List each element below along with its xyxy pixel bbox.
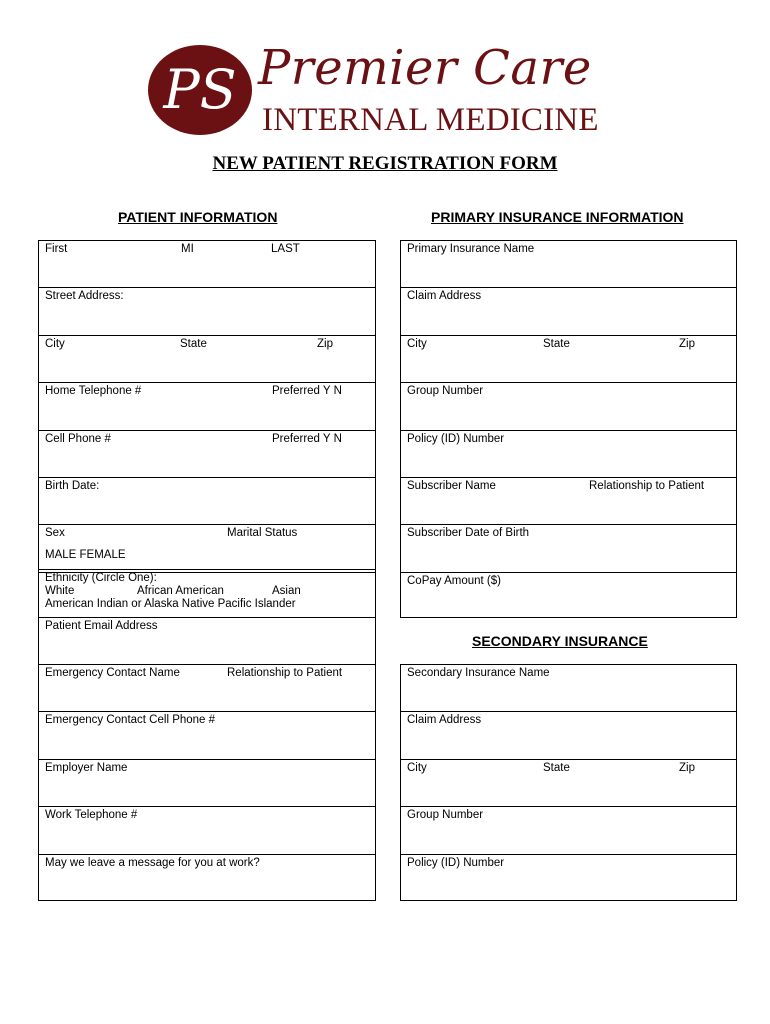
subscriber-dob-row[interactable] [401, 524, 736, 571]
primary-state-label: State [543, 337, 570, 350]
secondary-claim-label: Claim Address [407, 714, 482, 727]
secondary-city-row[interactable] [401, 759, 736, 806]
practice-logo [146, 40, 626, 140]
birth-date-label: Birth Date: [45, 479, 100, 492]
sex-options[interactable]: MALE FEMALE [45, 549, 126, 561]
primary-policy-row[interactable] [401, 430, 736, 477]
secondary-city-label: City [407, 761, 427, 774]
ps-monogram-icon [146, 40, 256, 140]
name-row[interactable] [39, 240, 375, 287]
email-row[interactable] [39, 617, 375, 664]
emergency-contact-label: Emergency Contact Name [45, 667, 180, 679]
marital-status-label: Marital Status [227, 527, 298, 540]
primary-name-row[interactable] [401, 240, 736, 287]
ethnicity-other[interactable]: American Indian or Alaska Native Pacific Islander [45, 598, 296, 610]
first-name-label: First [45, 243, 68, 255]
state-label: State [180, 337, 207, 350]
home-phone-label: Home Telephone # [45, 385, 142, 398]
emergency-cell-label: Emergency Contact Cell Phone # [45, 714, 216, 727]
copay-row[interactable] [401, 572, 736, 617]
patient-info-table [38, 240, 376, 573]
street-address-label: Street Address: [45, 290, 124, 303]
secondary-insurance-table [400, 664, 737, 901]
home-preferred-label: Preferred Y N [272, 385, 342, 398]
primary-zip-label: Zip [679, 337, 695, 350]
emergency-relationship-label: Relationship to Patient [227, 667, 343, 679]
patient-info-heading: PATIENT INFORMATION [118, 209, 278, 225]
primary-name-label: Primary Insurance Name [407, 243, 535, 255]
secondary-zip-label: Zip [679, 761, 695, 774]
primary-insurance-heading: PRIMARY INSURANCE INFORMATION [431, 209, 684, 225]
secondary-group-row[interactable] [401, 806, 736, 853]
svg-text:PS: PS [163, 58, 237, 121]
primary-claim-label: Claim Address [407, 290, 482, 303]
cell-phone-label: Cell Phone # [45, 432, 111, 445]
primary-group-label: Group Number [407, 385, 484, 398]
subscriber-name-label: Subscriber Name [407, 479, 496, 492]
logo-name-script: Premier Care [258, 40, 592, 96]
employer-row[interactable] [39, 759, 375, 806]
ethnicity-label: Ethnicity (Circle One): [45, 572, 157, 584]
emergency-row[interactable] [39, 664, 375, 711]
primary-city-label: City [407, 337, 427, 350]
secondary-state-label: State [543, 761, 570, 774]
emergency-cell-row[interactable] [39, 711, 375, 758]
ethnicity-white[interactable]: White [45, 585, 75, 597]
ethnicity-row[interactable] [39, 569, 375, 617]
city-row[interactable] [39, 335, 375, 382]
secondary-insurance-heading: SECONDARY INSURANCE [472, 633, 648, 649]
primary-group-row[interactable] [401, 382, 736, 429]
mi-label: MI [181, 243, 194, 255]
sex-label: Sex [45, 527, 65, 540]
work-phone-label: Work Telephone # [45, 809, 138, 822]
primary-claim-row[interactable] [401, 287, 736, 334]
subscriber-relationship-label: Relationship to Patient [589, 479, 705, 492]
home-phone-row[interactable] [39, 382, 375, 429]
street-row[interactable] [39, 287, 375, 334]
employer-label: Employer Name [45, 761, 128, 774]
copay-label: CoPay Amount ($) [407, 574, 501, 587]
subscriber-dob-label: Subscriber Date of Birth [407, 527, 530, 540]
birth-date-row[interactable] [39, 477, 375, 524]
logo-name-sub: INTERNAL MEDICINE [262, 102, 599, 138]
cell-preferred-label: Preferred Y N [272, 432, 342, 445]
ethnicity-box[interactable] [38, 569, 376, 617]
zip-label: Zip [317, 337, 333, 350]
cell-phone-row[interactable] [39, 430, 375, 477]
email-label: Patient Email Address [45, 620, 158, 632]
secondary-claim-row[interactable] [401, 711, 736, 758]
page-title: NEW PATIENT REGISTRATION FORM [212, 153, 558, 174]
city-label: City [45, 337, 65, 350]
secondary-name-label: Secondary Insurance Name [407, 667, 550, 679]
subscriber-row[interactable] [401, 477, 736, 524]
patient-contact-table [38, 617, 376, 901]
leave-message-label: May we leave a message for you at work? [45, 856, 260, 869]
primary-insurance-table [400, 240, 737, 618]
leave-message-row[interactable] [39, 854, 375, 901]
work-phone-row[interactable] [39, 806, 375, 853]
ethnicity-african-american[interactable]: African American [137, 585, 224, 597]
secondary-policy-label: Policy (ID) Number [407, 856, 505, 869]
secondary-name-row[interactable] [401, 664, 736, 711]
last-name-label: LAST [271, 243, 300, 255]
ethnicity-asian[interactable]: Asian [272, 585, 301, 597]
primary-city-row[interactable] [401, 335, 736, 382]
primary-policy-label: Policy (ID) Number [407, 432, 505, 445]
secondary-policy-row[interactable] [401, 854, 736, 901]
secondary-group-label: Group Number [407, 809, 484, 822]
